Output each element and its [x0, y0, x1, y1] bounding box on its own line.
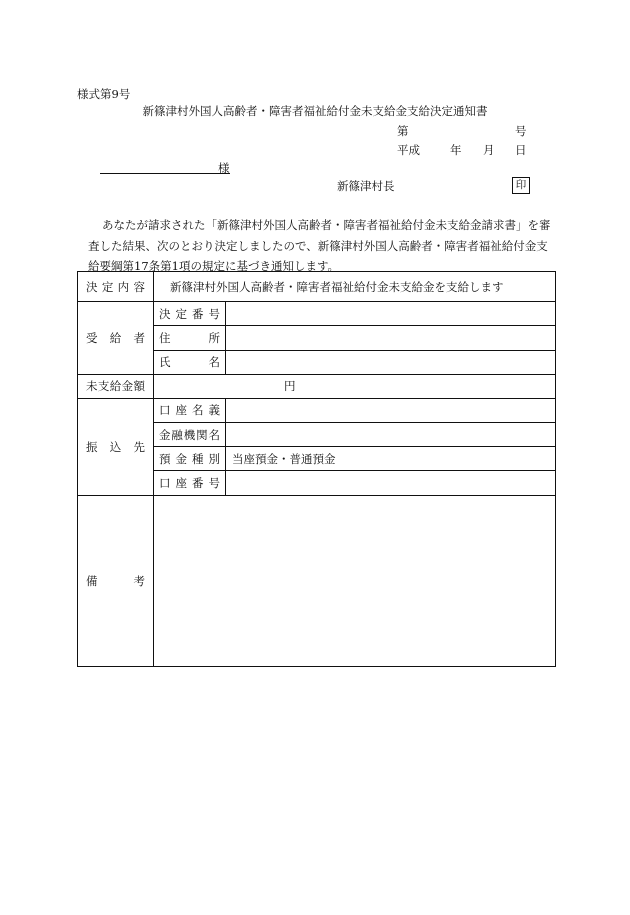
date-day: 日 — [515, 143, 527, 157]
address-label: 住所 — [154, 326, 226, 350]
recipient-label: 受給者 — [78, 302, 154, 375]
deposit-type-field[interactable]: 当座預金・普通預金 — [226, 447, 556, 471]
doc-no-prefix: 第 — [397, 124, 409, 138]
account-no-label: 口座番号 — [154, 471, 226, 495]
decision-no-label: 決定番号 — [154, 302, 226, 326]
remarks-field[interactable] — [154, 495, 556, 666]
seal-mark: 印 — [512, 177, 530, 194]
remarks-label: 備考 — [78, 495, 154, 666]
address-field[interactable] — [226, 326, 556, 350]
account-no-field[interactable] — [226, 471, 556, 495]
doc-no-suffix: 号 — [515, 124, 527, 138]
amount-label: 未支給金額 — [78, 374, 154, 398]
decision-no-field[interactable] — [226, 302, 556, 326]
transfer-label: 振込先 — [78, 398, 154, 495]
name-label: 氏名 — [154, 350, 226, 374]
name-field[interactable] — [226, 350, 556, 374]
addressee-line — [100, 173, 230, 174]
document-title: 新篠津村外国人高齢者・障害者福祉給付金未支給金支給決定通知書 — [142, 104, 488, 118]
bank-label: 金融機関名 — [154, 423, 226, 447]
form-number: 様式第9号 — [77, 87, 131, 101]
decision-value: 新篠津村外国人高齢者・障害者福祉給付金未支給金を支給します — [154, 272, 556, 302]
account-name-field[interactable] — [226, 398, 556, 422]
decision-label: 決定内容 — [78, 272, 154, 302]
date-era: 平成 — [397, 143, 420, 157]
decision-table — [77, 271, 556, 667]
bank-field[interactable] — [226, 423, 556, 447]
date-month: 月 — [483, 143, 495, 157]
body-text: あなたが請求された「新篠津村外国人高齢者・障害者福祉給付金未支給金請求書」を審査した結果、次のとおり決定しましたので、新篠津村外国人高齢者・障害者福祉給付金支給要綱第17条第1項の規定に基づき通知します。 — [88, 218, 551, 273]
amount-field[interactable]: 円 — [154, 374, 556, 398]
issuer: 新篠津村長 — [337, 179, 395, 193]
addressee-suffix: 様 — [218, 161, 230, 175]
deposit-type-label: 預金種別 — [154, 447, 226, 471]
account-name-label: 口座名義 — [154, 398, 226, 422]
date-year: 年 — [450, 143, 462, 157]
